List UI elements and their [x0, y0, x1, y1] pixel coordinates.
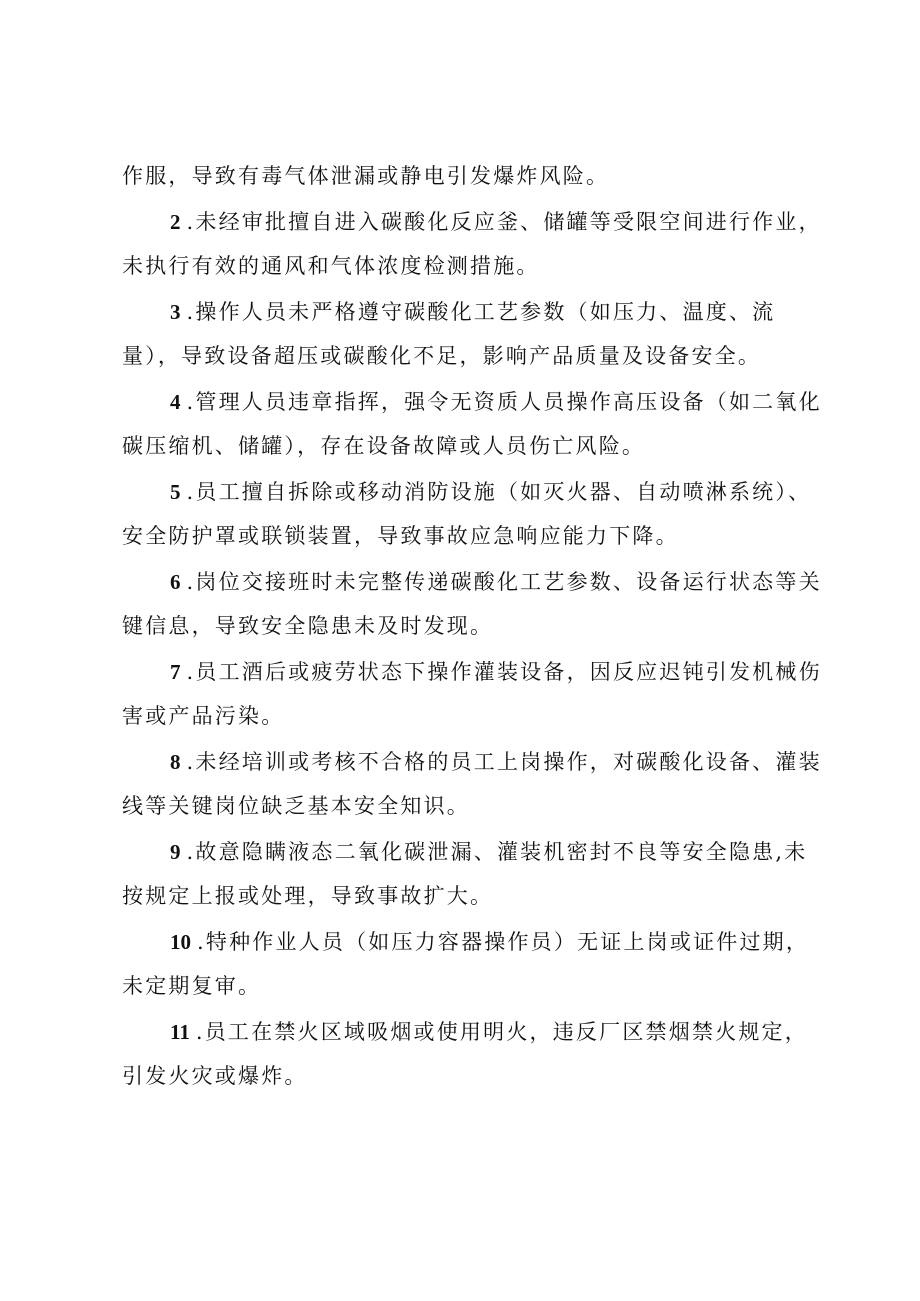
item-number: 3: [170, 300, 181, 324]
list-item-4: [122, 380, 822, 468]
item-number: 6: [170, 570, 181, 594]
item-text: .管理人员违章指挥，强令无资质人员操作高压设备（如二氧化碳压缩机、储罐），存在设备故障或人员伤亡风险。: [122, 390, 822, 458]
item-number: 2: [170, 210, 181, 234]
item-text: .未经培训或考核不合格的员工上岗操作，对碳酸化设备、灌装线等关键岗位缺乏基本安全知识。: [122, 750, 822, 818]
item-text: .操作人员未严格遵守碳酸化工艺参数（如压力、温度、流量），导致设备超压或碳酸化不足，影响产品质量及设备安全。: [122, 300, 776, 368]
paragraph-continuation: [122, 154, 822, 198]
item-text: .特种作业人员（如压力容器操作员）无证上岗或证件过期，未定期复审。: [122, 930, 810, 998]
list-item-6: [122, 560, 822, 648]
list-item-2: [122, 200, 822, 288]
item-text: .岗位交接班时未完整传递碳酸化工艺参数、设备运行状态等关键信息，导致安全隐患未及时发现。: [122, 570, 822, 638]
item-number: 11: [170, 1020, 190, 1044]
item-number: 7: [170, 660, 181, 684]
item-number: 4: [170, 390, 181, 414]
list-item-5: [122, 470, 822, 558]
item-number: 5: [170, 480, 181, 504]
list-item-11: [122, 1010, 822, 1098]
list-item-9: [122, 830, 822, 918]
paragraph-text: 作服，导致有毒气体泄漏或静电引发爆炸风险。: [122, 164, 610, 188]
list-item-7: [122, 650, 822, 738]
list-item-3: [122, 290, 822, 378]
item-text: .未经审批擅自进入碳酸化反应釜、储罐等受限空间进行作业，未执行有效的通风和气体浓度检测措施。: [122, 210, 822, 278]
item-text: .员工酒后或疲劳状态下操作灌装设备，因反应迟钝引发机械伤害或产品污染。: [122, 660, 822, 728]
item-number: 10: [170, 930, 191, 954]
item-text: .故意隐瞒液态二氧化碳泄漏、灌装机密封不良等安全隐患,未按规定上报或处理，导致事故扩大。: [122, 840, 808, 908]
item-number: 9: [170, 840, 181, 864]
item-text: .员工在禁火区域吸烟或使用明火，违反厂区禁烟禁火规定，引发火灾或爆炸。: [122, 1020, 808, 1088]
item-text: .员工擅自拆除或移动消防设施（如灭火器、自动喷淋系统）、安全防护罩或联锁装置，导致事故应急响应能力下降。: [122, 480, 812, 548]
item-number: 8: [170, 750, 181, 774]
list-item-8: [122, 740, 822, 828]
list-item-10: [122, 920, 822, 1008]
